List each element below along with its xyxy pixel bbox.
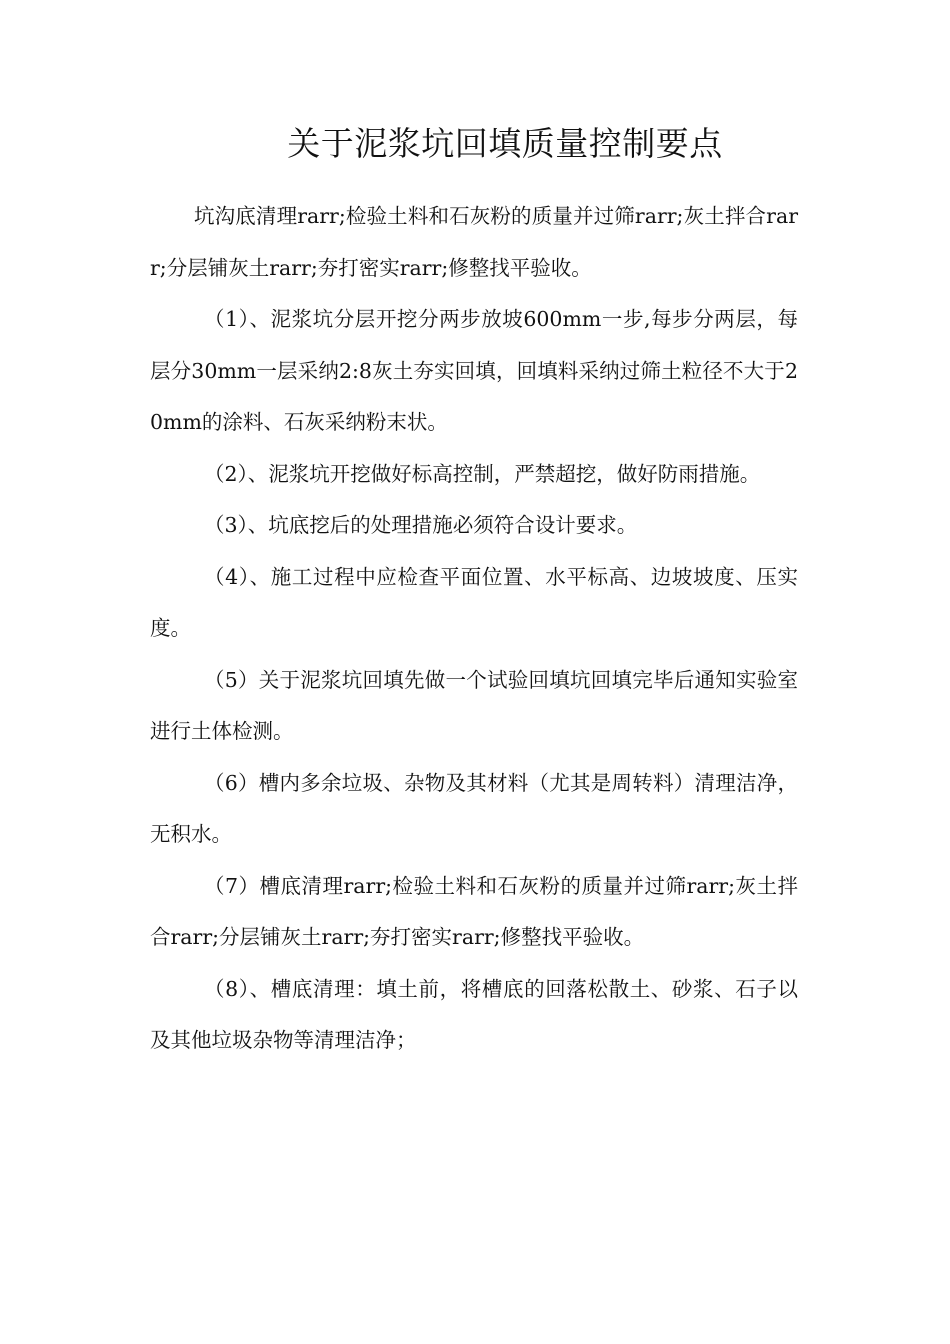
document-title: 关于泥浆坑回填质量控制要点 — [287, 124, 723, 163]
paragraph-item-6: （6）槽内多余垃圾、杂物及其材料（尤其是周转料）清理洁净，无积水。 — [150, 770, 798, 846]
paragraph-item-7: （7）槽底清理rarr;检验土料和石灰粉的质量并过筛rarr;灰土拌合rarr;分层铺灰土rarr;夯打密实rarr;修整找平验收。 — [150, 873, 798, 949]
paragraph-item-8: （8）、槽底清理：填土前，将槽底的回落松散土、砂浆、石子以及其他垃圾杂物等清理洁净； — [150, 976, 798, 1052]
document-body — [150, 191, 798, 1067]
paragraph-item-1: （1）、泥浆坑分层开挖分两步放坡600mm一步,每步分两层，每层分30mm一层采纳2:8灰土夯实回填，回填料采纳过筛土粒径不大于20mm的涂料、石灰采纳粉末状。 — [150, 307, 798, 434]
paragraph-process-flow: 坑沟底清理rarr;检验土料和石灰粉的质量并过筛rarr;灰土拌合rarr;分层铺灰土rarr;夯打密实rarr;修整找平验收。 — [150, 204, 798, 280]
paragraph-item-5: （5）关于泥浆坑回填先做一个试验回填坑回填完毕后通知实验室进行土体检测。 — [150, 667, 798, 743]
paragraph-item-3: （3）、坑底挖后的处理措施必须符合设计要求。 — [204, 513, 638, 537]
paragraph-item-4: （4）、施工过程中应检查平面位置、水平标高、边坡坡度、压实度。 — [150, 564, 798, 640]
paragraph-item-2: （2）、泥浆坑开挖做好标高控制，严禁超挖，做好防雨措施。 — [204, 461, 761, 486]
